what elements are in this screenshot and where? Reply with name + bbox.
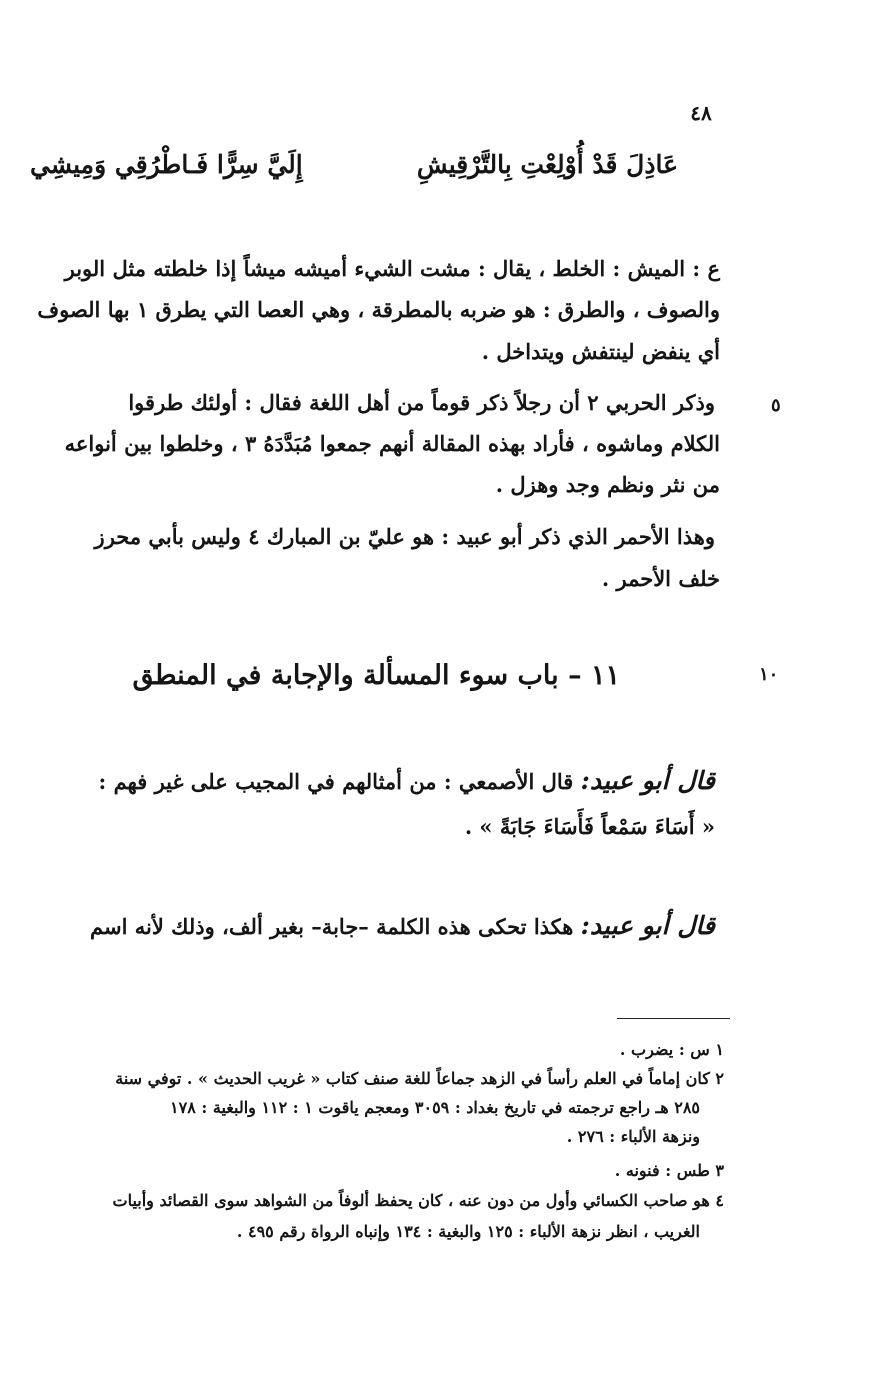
- commentary-line: خلف الأحمر .: [601, 566, 720, 591]
- footnote-separator: [617, 1018, 730, 1019]
- line-number-marker-5: ٥: [771, 395, 781, 416]
- chapter-heading: ١١ – باب سوء المسألة والإجابة في المنطق: [132, 660, 620, 691]
- verse-hemistich-first: عَاذِلَ قَدْ أُوْلِعْتِ بِالتَّرْقِيشِ: [416, 150, 678, 179]
- speaker-label: قال أبو عبيد:: [580, 766, 715, 795]
- proverb-quote: « أَسَاءَ سَمْعاً فَأَسَاءَ جَابَةً » .: [464, 814, 715, 839]
- footnote: ٤ هو صاحب الكسائي وأول من دون عنه ، كان يحفظ ألوفاً من الشواهد سوى القصائد وأبيات: [112, 1191, 724, 1210]
- footnote: ١ س : يضرب .: [619, 1040, 724, 1059]
- body-paragraph: [0, 766, 715, 795]
- page-number: ٤٨: [690, 101, 712, 125]
- line-number-marker-10: ١٠: [759, 664, 779, 685]
- verse-hemistich-second: إِلَيَّ سِرًّا فَـاطْرُقِي وَمِيشِي: [30, 150, 303, 179]
- commentary-line: أي ينفض لينتفش ويتداخل .: [481, 339, 720, 364]
- footnote-continuation: الغريب ، انظر نزهة الألباء : ١٢٥ والبغية : ١٣٤ وإنباه الرواة رقم ٤٩٥ .: [236, 1222, 700, 1241]
- commentary-line: وذكر الحربي ٢ أن رجلاً ذكر قوماً من أهل اللغة فقال : أولئك طرقوا: [128, 390, 715, 415]
- commentary-line: ع : الميش : الخلط ، يقال : مشت الشيء أميشه ميشاً إذا خلطته مثل الوبر: [64, 256, 720, 281]
- commentary-line: الكلام وماشوه ، فأراد بهذه المقالة أنهم جمعوا مُبَدَّدَهُ ٣ ، وخلطوا بين أنواعه: [64, 431, 720, 456]
- footnote: ٣ طس : فنونه .: [614, 1161, 724, 1180]
- footnote: ٢ كان إماماً في العلم رأساً في الزهد جماعاً للغة صنف كتاب « غريب الحديث » . توفي سنة: [115, 1069, 724, 1088]
- body-text: هكذا تحكى هذه الكلمة –جابة– بغير ألف، وذلك لأنه اسم: [90, 914, 574, 939]
- body-text: قال الأصمعي : من أمثالهم في المجيب على غير فهم :: [98, 769, 574, 794]
- commentary-line: وهذا الأحمر الذي ذكر أبو عبيد : هو عليّ بن المبارك ٤ وليس بأبي محرز: [94, 524, 715, 549]
- commentary-line: والصوف ، والطرق : هو ضربه بالمطرقة ، وهي العصا التي يطرق ١ بها الصوف: [37, 297, 720, 322]
- body-paragraph: [0, 911, 715, 940]
- speaker-label: قال أبو عبيد:: [580, 911, 715, 940]
- footnote-continuation: ٢٨٥ هـ راجع ترجمته في تاريخ بغداد : ٣٠٥٩ ومعجم ياقوت ١ : ١١٢ والبغية : ١٧٨: [170, 1098, 700, 1117]
- commentary-line: من نثر ونظم وجد وهزل .: [495, 472, 720, 497]
- footnote-continuation: ونزهة الألباء : ٢٧٦ .: [566, 1127, 700, 1146]
